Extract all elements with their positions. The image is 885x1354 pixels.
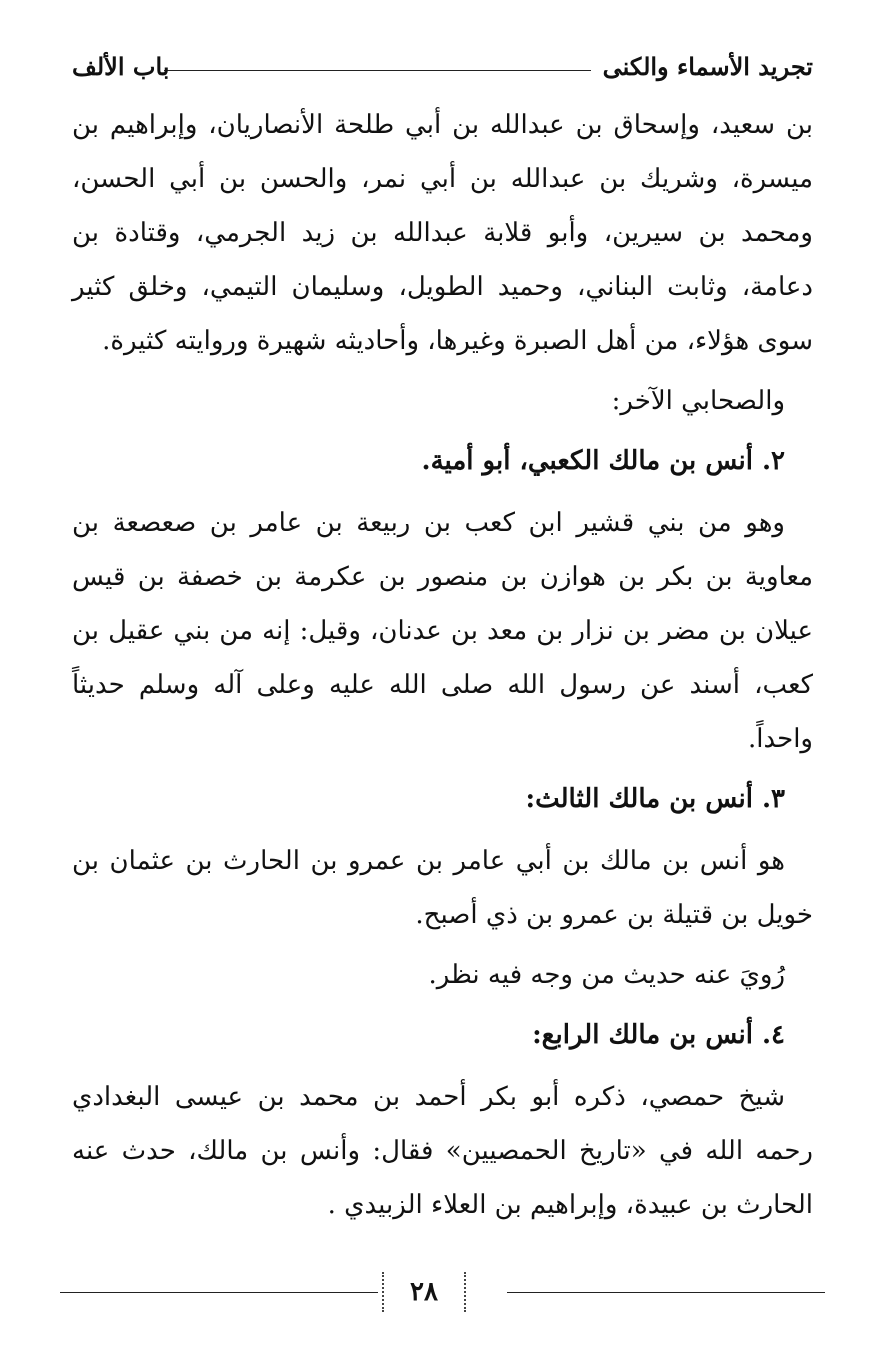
paragraph-other-companion: والصحابي الآخر: <box>611 386 785 416</box>
paragraph-narrators: بن سعيد، وإسحاق بن عبدالله بن أبي طلحة الأنصاريان، وإبراهيم بن ميسرة، وشريك بن عبدالله بن أبي نمر، والحسن بن أبي الحسن، ومحمد بن سيرين، وأبو قلابة عبدالله بن زيد الجرمي، وقتادة بن دعامة، وثابت البناني، وحميد الطويل، وسليمان التيمي، وخلق كثير سوى هؤلاء، من أهل الصبرة وغيرها، وأحاديثه شهيرة وروايته كثيرة. <box>72 110 813 356</box>
paragraph-entry-4: شيخ حمصي، ذكره أبو بكر أحمد بن محمد بن عيسى البغدادي رحمه الله في «تاريخ الحمصيين» فقال: وأنس بن مالك، حدث عنه الحارث بن عبيدة، وإبراهيم بن العلاء الزبيدي . <box>72 1082 813 1220</box>
paragraph-entry-3-note: رُويَ عنه حديث من وجه فيه نظر. <box>428 960 785 990</box>
page-body <box>72 98 813 1232</box>
footer-rule-left <box>60 1292 378 1293</box>
entry-heading-4: ٤. أنس بن مالك الرابع: <box>532 1020 785 1050</box>
book-title: تجريد الأسماء والكنى <box>602 52 813 81</box>
paragraph-entry-2: وهو من بني قشير ابن كعب بن ربيعة بن عامر بن صعصعة بن معاوية بن بكر بن هوازن بن منصور بن عكرمة بن خصفة بن قيس عيلان بن مضر بن نزار بن معد بن عدنان، وقيل: إنه من بني عقيل بن كعب، أسند عن رسول الله صلى الله عليه وعلى آله وسلم حديثاً واحداً. <box>72 508 813 754</box>
entry-heading-3: ٣. أنس بن مالك الثالث: <box>525 784 785 814</box>
header-rule <box>164 70 591 71</box>
running-header <box>72 50 813 90</box>
paragraph-entry-3: هو أنس بن مالك بن أبي عامر بن عمرو بن الحارث بن عثمان بن خويل بن قتيلة بن عمرو بن ذي أصبح. <box>72 846 813 930</box>
chapter-title: باب الألف <box>72 52 170 81</box>
footer-rule-right <box>507 1292 825 1293</box>
entry-heading-2: ٢. أنس بن مالك الكعبي، أبو أمية. <box>421 446 785 476</box>
page-footer <box>60 1272 825 1312</box>
page-number: ٢٨ <box>382 1272 466 1312</box>
